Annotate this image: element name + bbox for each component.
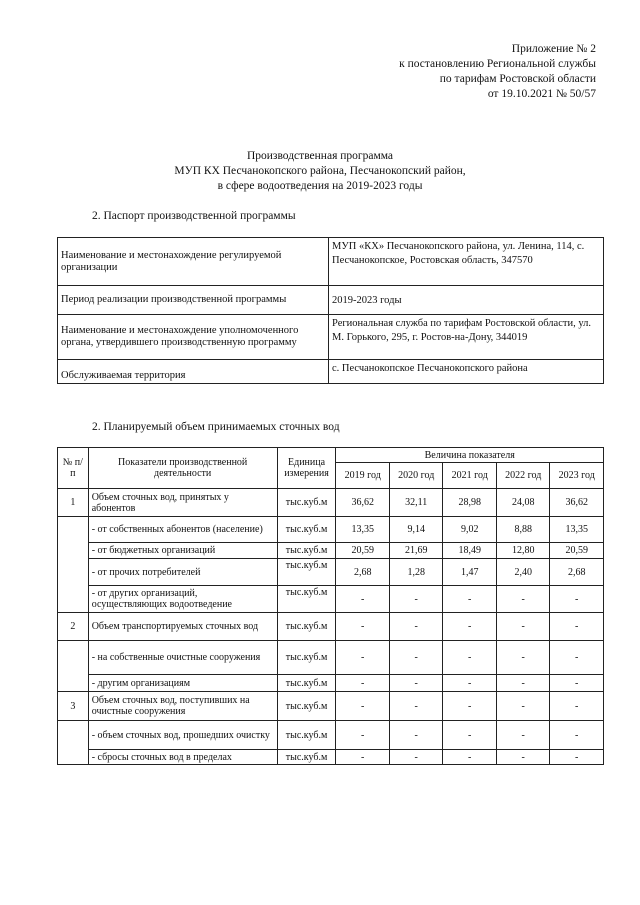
row-num [58,517,89,543]
plan-header-row [58,448,604,463]
row-value: 32,11 [389,489,443,517]
title-line: МУП КХ Песчанокопского района, Песчанокопский район, [174,165,466,177]
passport-label: Период реализации производственной программы [58,286,329,315]
passport-table [57,237,604,384]
row-unit: тыс.куб.м [277,559,336,586]
row-num: 3 [58,692,89,721]
header-indicator: Показатели производственной деятельности [88,448,277,489]
table-row [58,692,604,721]
row-value: - [443,613,497,641]
header-year: 2021 год [443,463,497,489]
row-value: - [443,721,497,750]
table-row [58,613,604,641]
row-value: - [496,750,550,765]
row-value: 20,59 [550,543,604,559]
passport-label: Наименование и местонахождение уполномоченного органа, утвердившего производственную программу [58,315,329,360]
row-value: - [389,750,443,765]
row-value: 21,69 [389,543,443,559]
row-value: 13,35 [336,517,390,543]
row-value: - [443,586,497,613]
row-unit: тыс.куб.м [277,721,336,750]
row-value: - [336,613,390,641]
appendix-line: Приложение № 2 [511,43,596,55]
row-indicator: - от бюджетных организаций [88,543,277,559]
row-num [58,641,89,675]
row-value: 1,47 [443,559,497,586]
row-unit: тыс.куб.м [277,641,336,675]
row-num [58,721,89,750]
row-value: - [443,692,497,721]
row-value: - [336,675,390,692]
row-value: - [389,613,443,641]
section-heading-plan: 2. Планируемый объем принимаемых сточных вод [92,421,340,433]
row-value: - [336,586,390,613]
row-indicator: - от прочих потребителей [88,559,277,586]
passport-row [58,315,604,360]
row-num [58,543,89,559]
header-year: 2023 год [550,463,604,489]
row-indicator: - сбросы сточных вод в пределах [88,750,277,765]
row-indicator: Объем сточных вод, принятых у абонентов [88,489,277,517]
row-value: - [389,721,443,750]
table-row [58,489,604,517]
row-value: - [550,613,604,641]
table-row [58,586,604,613]
row-unit: тыс.куб.м [277,517,336,543]
row-value: 28,98 [443,489,497,517]
row-value: 24,08 [496,489,550,517]
table-row [58,750,604,765]
row-value: 18,49 [443,543,497,559]
row-value: - [550,750,604,765]
passport-value: Региональная служба по тарифам Ростовской области, ул. М. Горького, 295, г. Ростов-на-Дону, 344019 [329,315,604,360]
row-num [58,675,89,692]
row-value: 9,02 [443,517,497,543]
plan-table [57,447,604,765]
row-value: - [496,675,550,692]
row-indicator: - другим организациям [88,675,277,692]
row-num: 2 [58,613,89,641]
passport-row [58,238,604,286]
document-title [0,149,640,194]
row-value: - [550,641,604,675]
row-num [58,559,89,586]
row-num [58,586,89,613]
section-heading-passport: 2. Паспорт производственной программы [92,210,296,222]
appendix-line: от 19.10.2021 № 50/57 [487,88,596,100]
row-value: - [550,692,604,721]
header-unit: Единица измерения [277,448,336,489]
row-value: 36,62 [336,489,390,517]
row-value: - [496,721,550,750]
passport-value: с. Песчанокопское Песчанокопского района [329,360,604,384]
header-year: 2019 год [336,463,390,489]
passport-label: Наименование и местонахождение регулируемой организации [58,238,329,286]
row-value: 1,28 [389,559,443,586]
row-value: - [336,750,390,765]
table-row [58,517,604,543]
header-year: 2020 год [389,463,443,489]
row-value: - [389,641,443,675]
row-unit: тыс.куб.м [277,675,336,692]
row-value: - [389,692,443,721]
row-value: 9,14 [389,517,443,543]
row-value: 12,80 [496,543,550,559]
row-value: 2,68 [550,559,604,586]
row-unit: тыс.куб.м [277,586,336,613]
table-row [58,543,604,559]
row-value: - [389,675,443,692]
row-value: - [336,721,390,750]
row-unit: тыс.куб.м [277,613,336,641]
row-value: - [443,675,497,692]
row-value: - [550,586,604,613]
header-year: 2022 год [496,463,550,489]
row-value: 2,68 [336,559,390,586]
row-value: 20,59 [336,543,390,559]
title-line: Производственная программа [246,150,394,162]
row-value: 36,62 [550,489,604,517]
row-value: - [336,641,390,675]
row-indicator: - на собственные очистные сооружения [88,641,277,675]
row-indicator: - от других организаций, осуществляющих водоотведение [88,586,277,613]
table-row [58,641,604,675]
table-row [58,559,604,586]
row-indicator: Объем транспортируемых сточных вод [88,613,277,641]
row-indicator: Объем сточных вод, поступивших на очистные сооружения [88,692,277,721]
row-value: - [496,692,550,721]
row-value: - [550,675,604,692]
row-value: - [496,641,550,675]
row-value: - [389,586,443,613]
row-unit: тыс.куб.м [277,543,336,559]
title-line: в сфере водоотведения на 2019-2023 годы [217,180,423,192]
row-value: - [443,641,497,675]
row-value: - [496,613,550,641]
row-indicator: - объем сточных вод, прошедших очистку [88,721,277,750]
passport-row [58,286,604,315]
row-indicator: - от собственных абонентов (население) [88,517,277,543]
row-value: - [550,721,604,750]
appendix-line: к постановлению Региональной службы [399,58,596,70]
table-row [58,721,604,750]
row-value: - [443,750,497,765]
header-value-group: Величина показателя [336,448,604,463]
row-value: - [336,692,390,721]
row-value: 8,88 [496,517,550,543]
row-num: 1 [58,489,89,517]
passport-label: Обслуживаемая территория [58,360,329,384]
row-value: 2,40 [496,559,550,586]
table-row [58,675,604,692]
appendix-line: по тарифам Ростовской области [439,73,596,85]
row-unit: тыс.куб.м [277,489,336,517]
row-unit: тыс.куб.м [277,750,336,765]
passport-value: 2019-2023 годы [329,286,604,315]
row-value: 13,35 [550,517,604,543]
row-unit: тыс.куб.м [277,692,336,721]
passport-value: МУП «КХ» Песчанокопского района, ул. Ленина, 114, с. Песчанокопское, Ростовская область, 347570 [329,238,604,286]
appendix-block [399,42,596,102]
row-num [58,750,89,765]
row-value: - [496,586,550,613]
header-num: № п/п [58,448,89,489]
passport-row [58,360,604,384]
